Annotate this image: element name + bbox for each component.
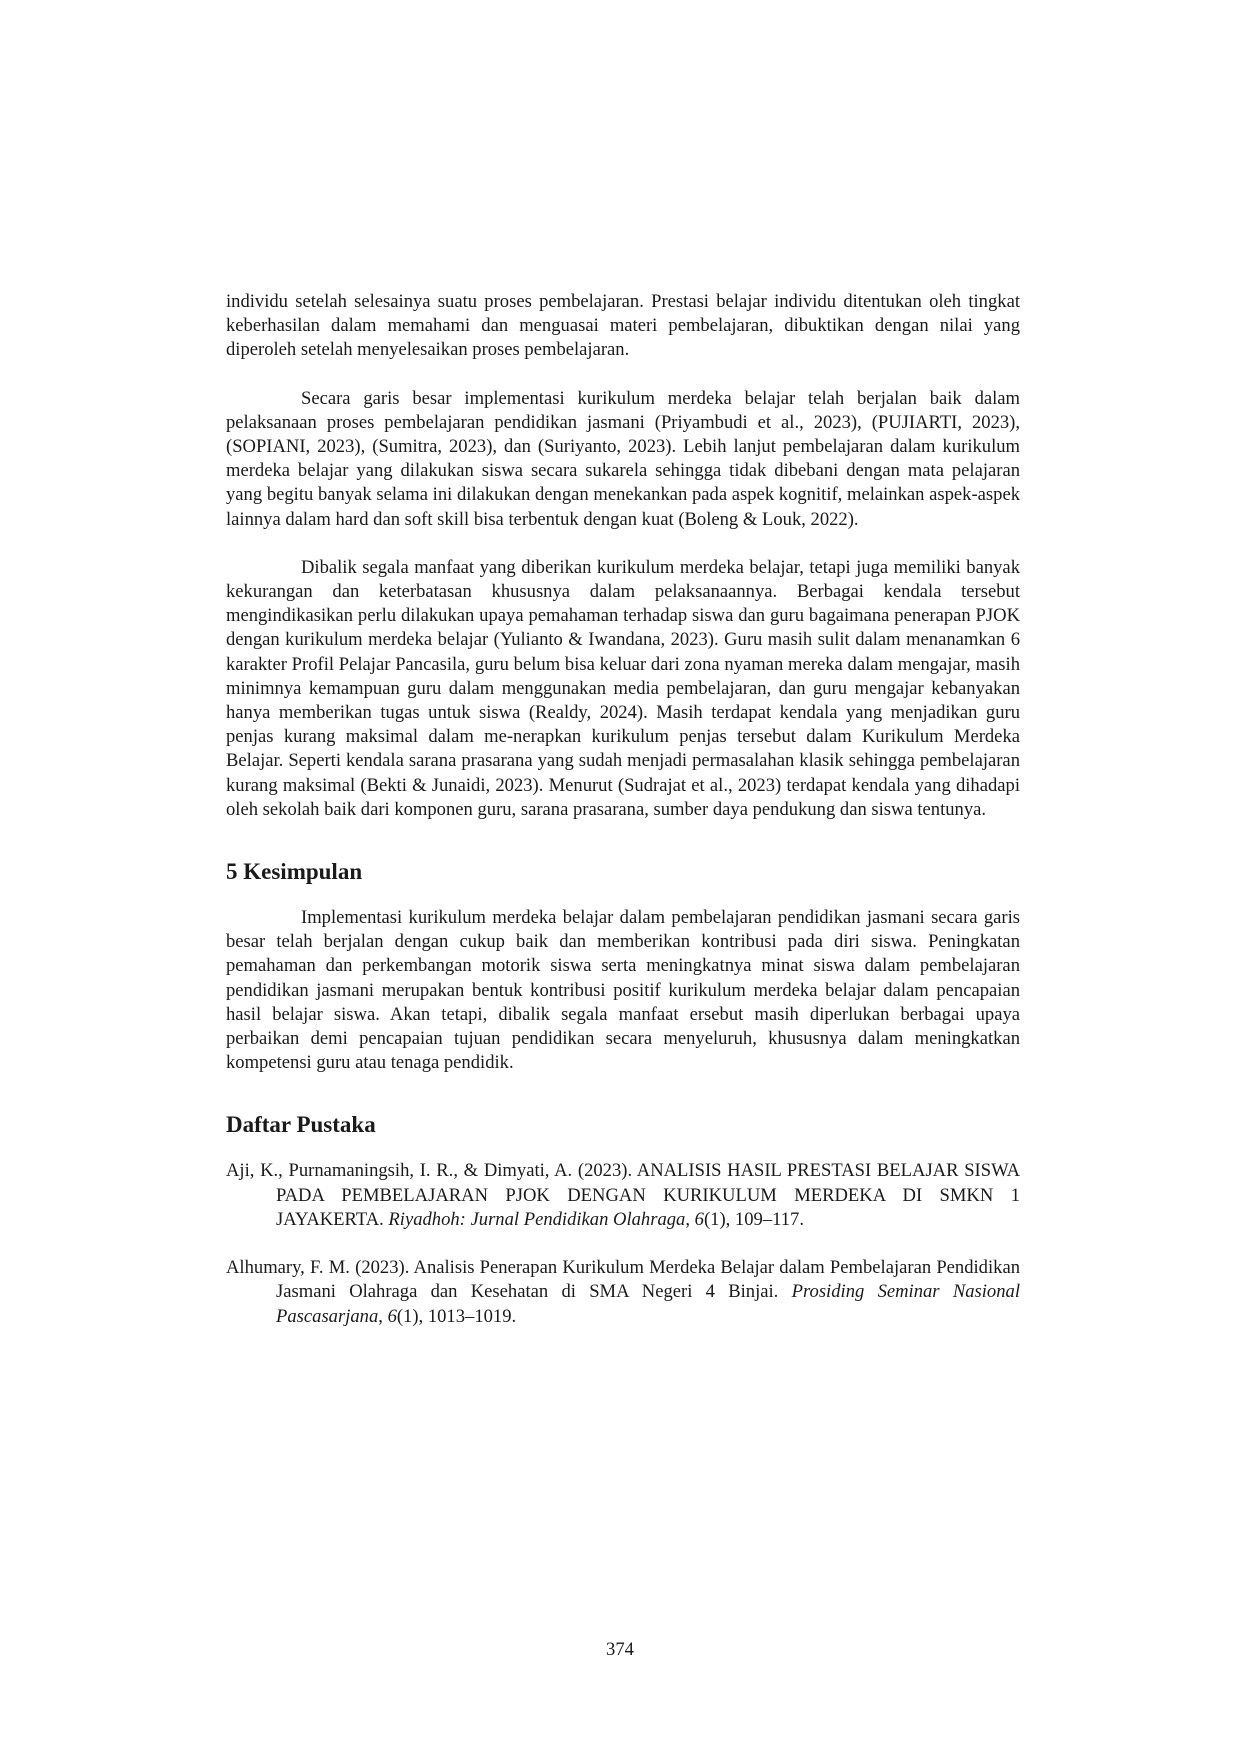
- references-heading: Daftar Pustaka: [226, 1112, 376, 1138]
- reference-separator: ,: [685, 1208, 695, 1230]
- reference-separator: ,: [378, 1305, 388, 1327]
- body-paragraph-3: Dibalik segala manfaat yang diberikan kurikulum merdeka belajar, tetapi juga memiliki banyak kekurangan dan keterbatasan khususnya dalam pelaksanaannya. Berbagai kendala tersebut mengindikasikan perlu dilakukan upaya pemahaman terhadap siswa dan guru bagaimana penerapan PJOK dengan kurikulum merdeka belajar (Yulianto & Iwandana, 2023). Guru masih sulit dalam menanamkan 6 karakter Profil Pelajar Pancasila, guru belum bisa keluar dari zona nyaman mereka dalam mengajar, masih minimnya kemampuan guru dalam menggunakan media pembelajaran, dan guru mengajar kebanyakan hanya memberikan tugas untuk siswa (Realdy, 2024). Masih terdapat kendala yang menjadikan guru penjas kurang maksimal dalam me-nerapkan kurikulum penjas tersebut dalam Kurikulum Merdeka Belajar. Seperti kendala sarana prasarana yang sudah menjadi permasalahan klasik sehingga pembelajaran kurang maksimal (Bekti & Junaidi, 2023). Menurut (Sudrajat et al., 2023) terdapat kendala yang dihadapi oleh sekolah baik dari komponen guru, sarana prasarana, sumber daya pendukung dan siswa tentunya.: [226, 556, 1020, 820]
- reference-text: Alhumary, F. M. (2023). Analisis Penerapan Kurikulum Merdeka Belajar dalam Pembelajaran Pendidikan Jasmani Olahraga dan Kesehatan di SMA Negeri 4 Binjai.: [226, 1257, 1020, 1303]
- reference-journal: Prosiding Seminar Nasional Pascasarjana: [276, 1281, 1020, 1327]
- page-number: 374: [606, 1639, 634, 1660]
- conclusion-paragraph: Implementasi kurikulum merdeka belajar dalam pembelajaran pendidikan jasmani secara garis besar telah berjalan dengan cukup baik dan memberikan kontribusi pada diri siswa. Peningkatan pemahaman dan perkembangan motorik siswa serta meningkatnya minat siswa dalam pembelajaran pendidikan jasmani merupakan bentuk kontribusi positif kurikulum merdeka belajar dalam pencapaian hasil belajar siswa. Akan tetapi, dibalik segala manfaat ersebut masih diperlukan berbagai upaya perbaikan demi pencapaian tujuan pendidikan secara menyeluruh, khususnya dalam meningkatkan kompetensi guru atau tenaga pendidik.: [226, 907, 1020, 1074]
- reference-pages: (1), 1013–1019.: [396, 1305, 517, 1327]
- reference-pages: (1), 109–117.: [703, 1208, 804, 1230]
- reference-item: [226, 1256, 1020, 1329]
- body-paragraph-2: Secara garis besar implementasi kurikulum merdeka belajar telah berjalan baik dalam pelaksanaan proses pembelajaran pendidikan jasmani (Priyambudi et al., 2023), (PUJIARTI, 2023), (SOPIANI, 2023), (Sumitra, 2023), dan (Suriyanto, 2023). Lebih lanjut pembelajaran dalam kurikulum merdeka belajar yang dilakukan siswa secara sukarela sehingga tidak dibebani dengan mata pelajaran yang begitu banyak selama ini dilakukan dengan menekankan pada aspek kognitif, melainkan aspek-aspek lainnya dalam hard dan soft skill bisa terbentuk dengan kuat (Boleng & Louk, 2022).: [226, 387, 1020, 530]
- page-content: [226, 290, 1020, 1353]
- body-paragraph-continued: individu setelah selesainya suatu proses pembelajaran. Prestasi belajar individu ditentukan oleh tingkat keberhasilan dalam memahami dan menguasai materi pembelajaran, dibuktikan dengan nilai yang diperoleh setelah menyelesaikan proses pembelajaran.: [226, 291, 1020, 361]
- reference-journal: Riyadhoh: Jurnal Pendidikan Olahraga: [388, 1208, 686, 1230]
- conclusion-heading: 5 Kesimpulan: [226, 859, 363, 885]
- reference-item: [226, 1159, 1020, 1232]
- reference-volume: 6: [387, 1305, 397, 1327]
- reference-volume: 6: [694, 1208, 704, 1230]
- reference-text: Aji, K., Purnamaningsih, I. R., & Dimyati, A. (2023). ANALISIS HASIL PRESTASI BELAJAR SISWA PADA PEMBELAJARAN PJOK DENGAN KURIKULUM MERDEKA DI SMKN 1 JAYAKERTA.: [226, 1160, 1020, 1230]
